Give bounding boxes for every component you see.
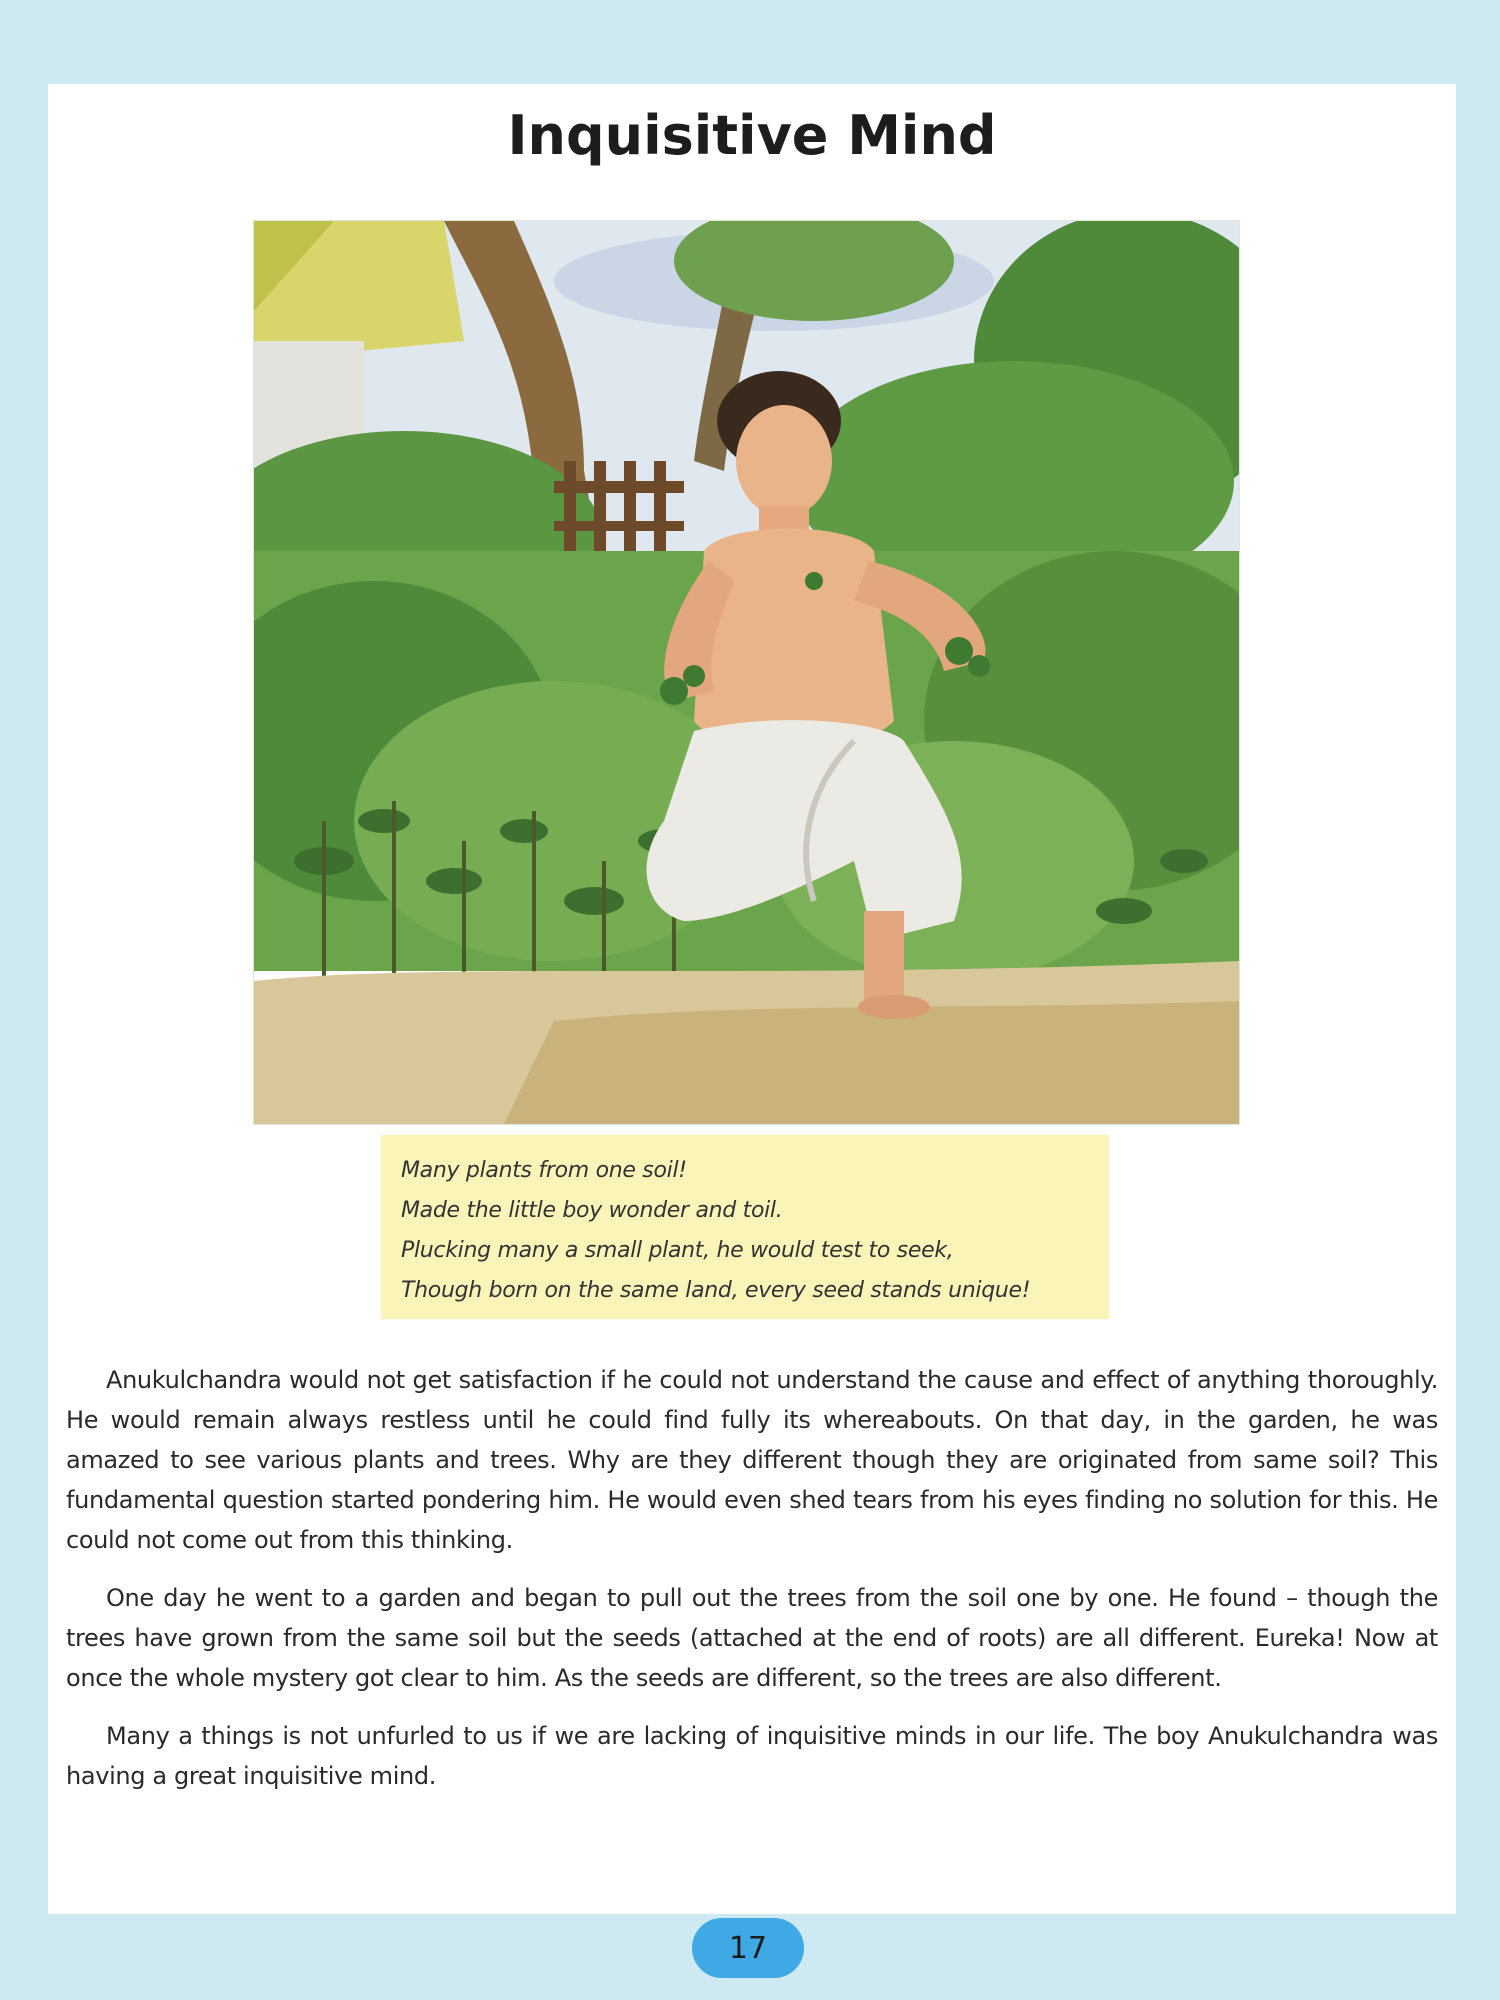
story-body [66, 1360, 1438, 1814]
book-page [48, 84, 1456, 1914]
story-paragraph: Many a things is not unfurled to us if we are lacking of inquisitive minds in our life. The boy Anukulchandra was having a great inquisitive mind. [66, 1722, 1438, 1790]
garden-illustration [253, 220, 1240, 1125]
caption-line: Many plants from one soil! [401, 1158, 687, 1183]
story-paragraph: Anukulchandra would not get satisfaction if he could not understand the cause and effect of anything thoroughly. He would remain always restless until he could find fully its whereabouts. On that day, in the garden, he was amazed to see various plants and trees. Why are they different though they are originated from same soil? This fundamental question started pondering him. He would even shed tears from his eyes finding no solution for this. He could not come out from this thinking. [66, 1366, 1438, 1554]
poem-caption [381, 1135, 1109, 1319]
page-number: 17 [728, 1930, 768, 1966]
page-title: Inquisitive Mind [507, 104, 997, 167]
caption-line: Made the little boy wonder and toil. [401, 1198, 783, 1223]
caption-line: Though born on the same land, every seed stands unique! [401, 1278, 1031, 1303]
boy-examining-plants-illustration [254, 221, 1239, 1124]
caption-line: Plucking many a small plant, he would test to seek, [401, 1238, 954, 1263]
page-number-badge [692, 1918, 804, 1978]
story-paragraph: One day he went to a garden and began to pull out the trees from the soil one by one. He found – though the trees have grown from the same soil but the seeds (attached at the end of roots) are all different. Eureka! Now at once the whole mystery got clear to him. As the seeds are different, so the trees are also different. [66, 1584, 1438, 1692]
